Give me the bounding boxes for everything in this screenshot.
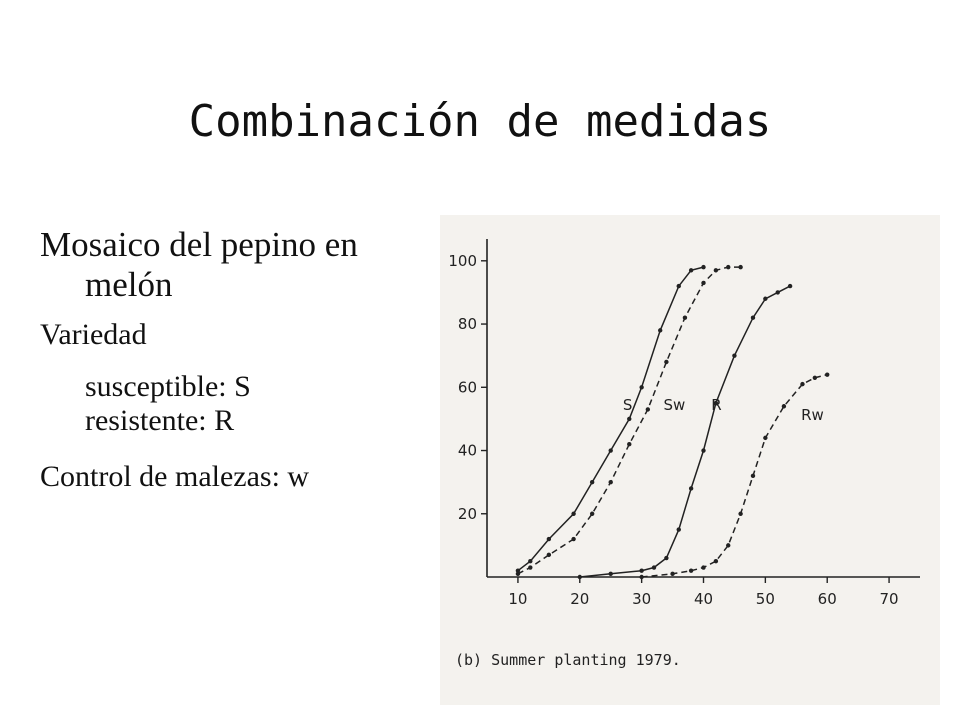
data-point-Rw [639, 575, 643, 579]
bullet-resistant: resistente: R [85, 403, 235, 437]
data-point-Sw [726, 265, 730, 269]
x-tick-label: 60 [817, 590, 837, 608]
data-point-S [528, 559, 532, 563]
line-chart [440, 215, 940, 705]
x-tick-label: 30 [632, 590, 652, 608]
data-point-Rw [689, 568, 693, 572]
data-point-Sw [571, 537, 575, 541]
data-point-S [677, 284, 681, 288]
data-point-Sw [646, 407, 650, 411]
variety-sublist [40, 370, 435, 438]
y-tick-label: 20 [457, 504, 477, 523]
series-line-R [580, 286, 790, 577]
data-point-S [590, 480, 594, 484]
data-point-R [652, 565, 656, 569]
data-point-R [689, 486, 693, 490]
data-point-Sw [547, 553, 551, 557]
data-point-S [701, 265, 705, 269]
x-tick-label: 10 [508, 590, 528, 608]
data-point-R [677, 527, 681, 531]
bullet-weed-control: Control de malezas: w [40, 459, 310, 493]
data-point-S [571, 512, 575, 516]
chart-figure [440, 215, 940, 705]
series-label-Sw: Sw [663, 395, 686, 414]
data-point-Rw [701, 565, 705, 569]
data-point-Rw [813, 376, 817, 380]
x-tick-label: 50 [755, 590, 775, 608]
data-point-Sw [627, 442, 631, 446]
data-point-Sw [714, 268, 718, 272]
data-point-Sw [516, 572, 520, 576]
y-tick-label: 40 [457, 441, 477, 460]
series-line-S [518, 267, 704, 571]
data-point-S [689, 268, 693, 272]
series-label-S: S [622, 395, 633, 414]
data-point-Rw [800, 382, 804, 386]
data-point-Rw [763, 436, 767, 440]
bullet-list [40, 225, 435, 494]
y-tick-label: 80 [457, 315, 477, 334]
chart-caption: (b) Summer planting 1979. [455, 651, 681, 669]
data-point-S [658, 328, 662, 332]
data-point-Rw [726, 543, 730, 547]
data-point-R [578, 575, 582, 579]
data-point-R [751, 316, 755, 320]
data-point-S [627, 417, 631, 421]
data-point-R [788, 284, 792, 288]
data-point-S [547, 537, 551, 541]
data-point-Sw [590, 512, 594, 516]
data-point-Sw [664, 360, 668, 364]
data-point-Rw [751, 474, 755, 478]
bullet-heading: Mosaico del pepino en melón [40, 225, 358, 304]
data-point-Sw [528, 565, 532, 569]
data-point-Sw [609, 480, 613, 484]
bullet-variety: Variedad [40, 318, 147, 352]
series-label-Rw: Rw [801, 405, 824, 424]
y-tick-label: 100 [448, 251, 477, 270]
data-point-R [732, 353, 736, 357]
data-point-S [639, 385, 643, 389]
data-point-Rw [825, 372, 829, 376]
data-point-R [639, 568, 643, 572]
data-point-Sw [683, 316, 687, 320]
data-point-R [763, 297, 767, 301]
bullet-susceptible: susceptible: S [85, 369, 251, 403]
data-point-Sw [701, 281, 705, 285]
x-tick-label: 20 [570, 590, 590, 608]
data-point-Rw [738, 512, 742, 516]
data-point-R [609, 572, 613, 576]
x-tick-label: 70 [879, 590, 899, 608]
series-label-R: R [711, 395, 722, 414]
data-point-Sw [738, 265, 742, 269]
data-point-R [701, 448, 705, 452]
data-point-S [609, 448, 613, 452]
data-point-Rw [670, 572, 674, 576]
data-point-R [664, 556, 668, 560]
data-point-R [776, 290, 780, 294]
data-point-Rw [714, 559, 718, 563]
data-point-Rw [782, 404, 786, 408]
x-tick-label: 40 [693, 590, 714, 608]
y-tick-label: 60 [457, 378, 477, 397]
slide-title: Combinación de medidas [188, 96, 772, 147]
